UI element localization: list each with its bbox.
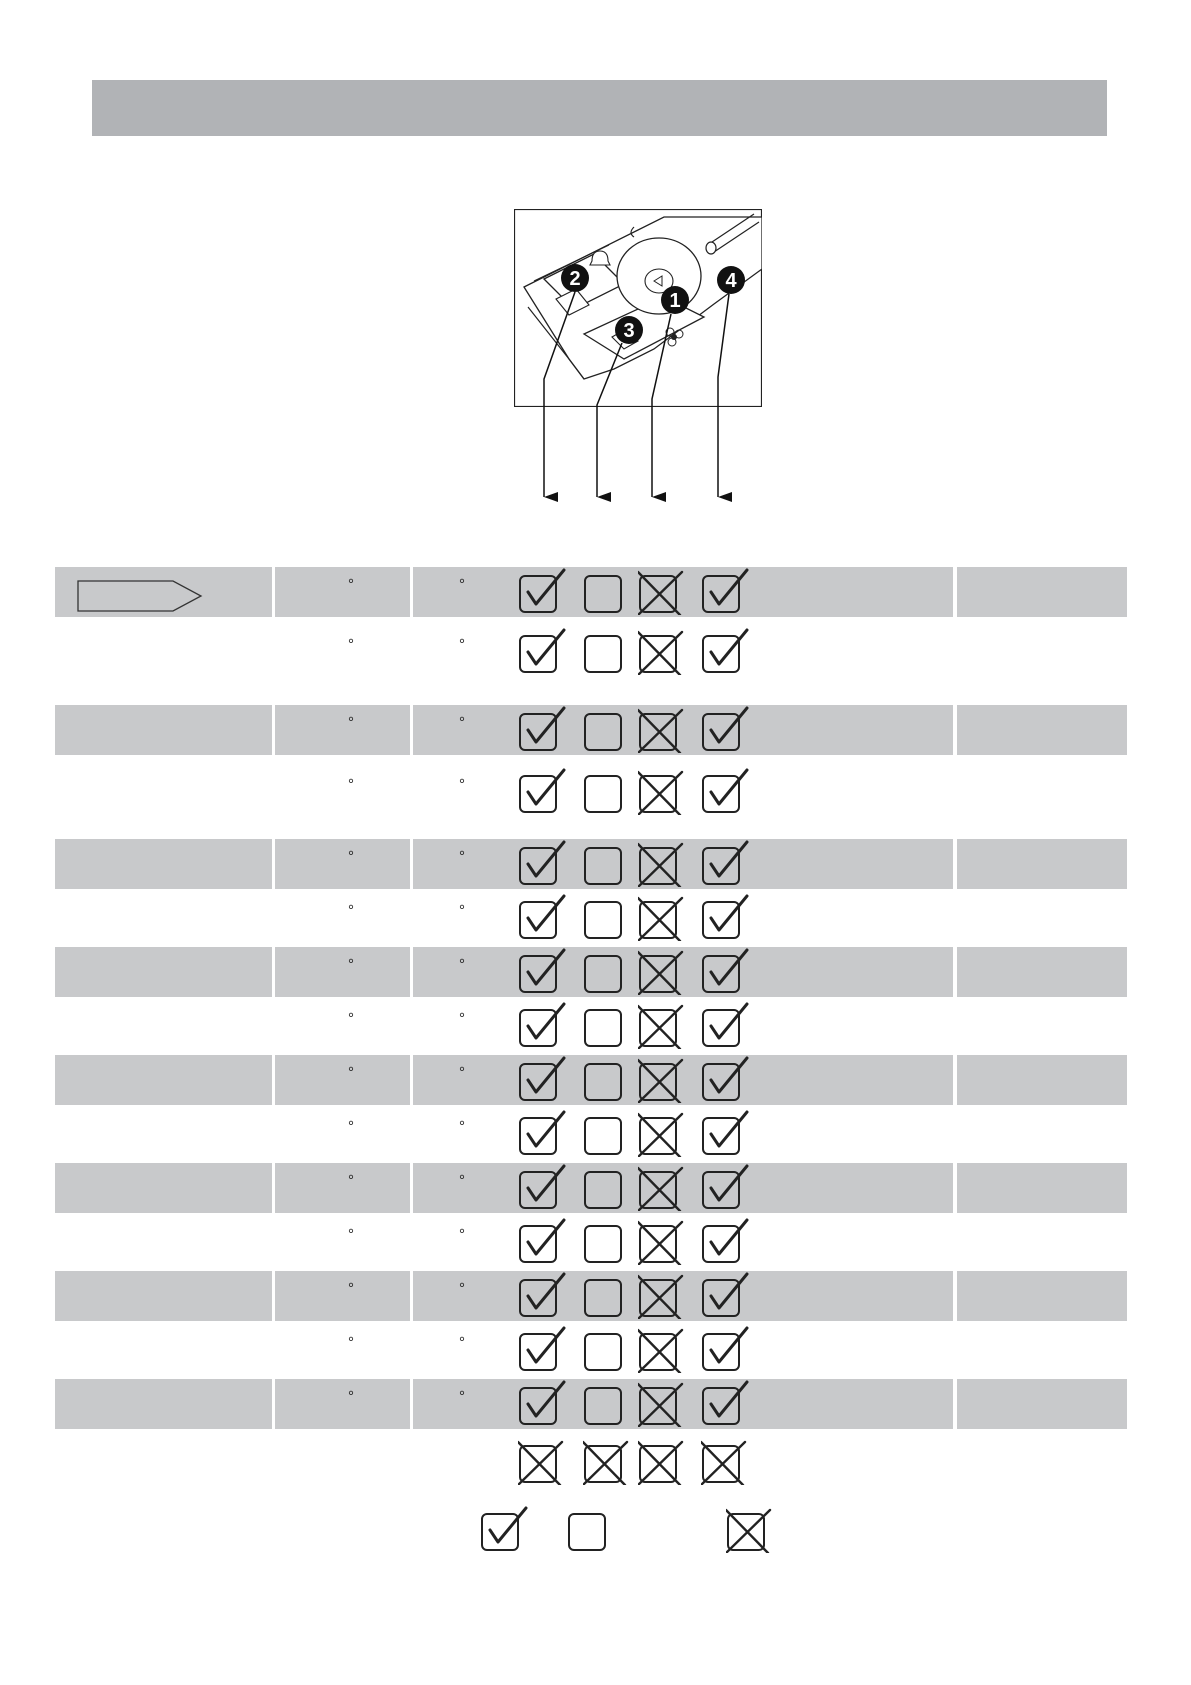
note-cell: [957, 1437, 1127, 1487]
mark-check-icon: [701, 1109, 749, 1157]
row-label-cell: [55, 1109, 272, 1159]
mark-check-icon: [701, 1001, 749, 1049]
note-cell: [957, 1001, 1127, 1051]
table-row: [55, 1379, 1127, 1429]
mark-check-icon: [701, 1163, 749, 1211]
mark-check-icon: [518, 567, 566, 615]
legend-empty-icon: [567, 1505, 615, 1553]
mark-empty-icon: [583, 1055, 631, 1103]
mark-check-icon: [518, 947, 566, 995]
row-label-cell: [55, 893, 272, 943]
mark-cross-icon: [638, 1163, 686, 1211]
mark-empty-icon: [583, 893, 631, 941]
temperature-2: °: [459, 1334, 465, 1351]
mark-check-icon: [518, 1163, 566, 1211]
note-cell: [957, 947, 1127, 997]
note-cell: [957, 567, 1127, 617]
mark-check-icon: [518, 1271, 566, 1319]
temperature-2: °: [459, 576, 465, 593]
svg-text:4: 4: [725, 270, 737, 292]
note-cell: [957, 627, 1127, 677]
temp-cell: [275, 1217, 410, 1267]
mark-empty-icon: [583, 1001, 631, 1049]
temp-cell: [275, 567, 410, 617]
mark-check-icon: [701, 1055, 749, 1103]
note-cell: [957, 1379, 1127, 1429]
svg-text:3: 3: [623, 320, 635, 342]
row-label-cell: [55, 1325, 272, 1375]
arrow-tab-icon: [77, 577, 203, 615]
temperature-2: °: [459, 1172, 465, 1189]
note-cell: [957, 1271, 1127, 1321]
mark-cross-icon: [638, 1001, 686, 1049]
mark-cross-icon: [638, 705, 686, 753]
table-row: [55, 767, 1127, 817]
row-label-cell: [55, 1163, 272, 1213]
mark-check-icon: [518, 627, 566, 675]
temperature-2: °: [459, 956, 465, 973]
temp-cell: [275, 1325, 410, 1375]
row-label-cell: [55, 1217, 272, 1267]
table-row: [55, 1437, 1127, 1487]
mark-cross-icon: [638, 1437, 686, 1485]
temperature-2: °: [459, 1388, 465, 1405]
mark-check-icon: [518, 893, 566, 941]
legend-cross-icon: [726, 1505, 774, 1553]
temperature-1: °: [348, 956, 354, 973]
temp-cell: [275, 839, 410, 889]
mark-cross-icon: [638, 1379, 686, 1427]
table-row: [55, 839, 1127, 889]
temperature-1: °: [348, 576, 354, 593]
mark-cross-icon: [638, 1055, 686, 1103]
note-cell: [957, 1163, 1127, 1213]
mark-check-icon: [701, 1217, 749, 1265]
temp-cell: [275, 767, 410, 817]
row-label-cell: [55, 567, 272, 617]
temperature-1: °: [348, 1388, 354, 1405]
mark-cross-icon: [638, 1271, 686, 1319]
mark-check-icon: [518, 1217, 566, 1265]
mark-cross-icon: [638, 1325, 686, 1373]
temperature-1: °: [348, 1118, 354, 1135]
row-label-cell: [55, 705, 272, 755]
mark-check-icon: [701, 1379, 749, 1427]
table-row: [55, 1271, 1127, 1321]
mark-cross-icon: [583, 1437, 631, 1485]
temp-cell: [275, 1163, 410, 1213]
table-row: [55, 1325, 1127, 1375]
temp-cell: [275, 1001, 410, 1051]
row-label-cell: [55, 767, 272, 817]
temperature-2: °: [459, 1280, 465, 1297]
note-cell: [957, 705, 1127, 755]
mark-empty-icon: [583, 627, 631, 675]
temperature-2: °: [459, 714, 465, 731]
mark-empty-icon: [583, 839, 631, 887]
temp-cell: [275, 1055, 410, 1105]
mark-empty-icon: [583, 1379, 631, 1427]
table-row: [55, 567, 1127, 617]
mark-empty-icon: [583, 1217, 631, 1265]
temperature-1: °: [348, 848, 354, 865]
mark-empty-icon: [583, 1325, 631, 1373]
mark-check-icon: [701, 767, 749, 815]
mark-check-icon: [518, 767, 566, 815]
leader-arrows: [514, 209, 762, 505]
note-cell: [957, 1055, 1127, 1105]
mark-check-icon: [701, 627, 749, 675]
temperature-1: °: [348, 636, 354, 653]
temperature-2: °: [459, 636, 465, 653]
legend-check-icon: [480, 1505, 528, 1553]
table-row: [55, 1217, 1127, 1267]
row-label-cell: [55, 1379, 272, 1429]
mark-check-icon: [518, 1325, 566, 1373]
temp-cell: [275, 893, 410, 943]
temperature-2: °: [459, 848, 465, 865]
mark-check-icon: [701, 705, 749, 753]
mark-cross-icon: [638, 839, 686, 887]
header-bar: [92, 80, 1107, 136]
mark-cross-icon: [638, 1109, 686, 1157]
temperature-2: °: [459, 1226, 465, 1243]
mark-cross-icon: [701, 1437, 749, 1485]
temperature-1: °: [348, 902, 354, 919]
mark-check-icon: [518, 705, 566, 753]
mark-empty-icon: [583, 705, 631, 753]
mark-cross-icon: [638, 1217, 686, 1265]
mark-empty-icon: [583, 767, 631, 815]
temperature-1: °: [348, 1226, 354, 1243]
temperature-1: °: [348, 1280, 354, 1297]
note-cell: [957, 893, 1127, 943]
mark-cross-icon: [638, 767, 686, 815]
mark-empty-icon: [583, 1163, 631, 1211]
mark-check-icon: [701, 893, 749, 941]
note-cell: [957, 767, 1127, 817]
table-row: [55, 1055, 1127, 1105]
mark-check-icon: [701, 567, 749, 615]
temperature-1: °: [348, 1172, 354, 1189]
row-label-cell: [55, 627, 272, 677]
mark-empty-icon: [583, 1109, 631, 1157]
note-cell: [957, 839, 1127, 889]
temperature-1: °: [348, 1334, 354, 1351]
temp-cell: [275, 627, 410, 677]
row-label-cell: [55, 1271, 272, 1321]
table-row: [55, 893, 1127, 943]
table-row: [55, 1163, 1127, 1213]
mark-check-icon: [518, 1379, 566, 1427]
temperature-2: °: [459, 1010, 465, 1027]
mark-empty-icon: [583, 1271, 631, 1319]
row-label-cell: [55, 839, 272, 889]
mark-cross-icon: [518, 1437, 566, 1485]
temperature-1: °: [348, 714, 354, 731]
temp-cell: [275, 1379, 410, 1429]
svg-text:2: 2: [569, 268, 581, 290]
mark-cross-icon: [638, 893, 686, 941]
temp-cell: [275, 1271, 410, 1321]
mark-check-icon: [518, 1109, 566, 1157]
temp-cell: [275, 1109, 410, 1159]
temperature-1: °: [348, 776, 354, 793]
temperature-1: °: [348, 1010, 354, 1027]
temp-cell: [275, 1437, 410, 1487]
table-row: [55, 1001, 1127, 1051]
table-row: [55, 1109, 1127, 1159]
temperature-1: °: [348, 1064, 354, 1081]
temperature-2: °: [459, 776, 465, 793]
mark-check-icon: [518, 1055, 566, 1103]
mark-check-icon: [518, 839, 566, 887]
temperature-2: °: [459, 902, 465, 919]
temp-cell: [275, 705, 410, 755]
note-cell: [957, 1325, 1127, 1375]
temperature-2: °: [459, 1118, 465, 1135]
row-label-cell: [55, 1055, 272, 1105]
temperature-2: °: [459, 1064, 465, 1081]
mark-check-icon: [701, 1271, 749, 1319]
note-cell: [957, 1217, 1127, 1267]
mark-check-icon: [701, 1325, 749, 1373]
mark-empty-icon: [583, 947, 631, 995]
svg-text:1: 1: [669, 290, 681, 312]
mark-cross-icon: [638, 567, 686, 615]
row-label-cell: [55, 1437, 272, 1487]
table-row: [55, 627, 1127, 677]
table-row: [55, 947, 1127, 997]
table-row: [55, 705, 1127, 755]
temp-cell: [275, 947, 410, 997]
mark-check-icon: [518, 1001, 566, 1049]
mark-cross-icon: [638, 947, 686, 995]
mark-cross-icon: [638, 627, 686, 675]
mark-check-icon: [701, 947, 749, 995]
mark-check-icon: [701, 839, 749, 887]
row-label-cell: [55, 947, 272, 997]
row-label-cell: [55, 1001, 272, 1051]
note-cell: [957, 1109, 1127, 1159]
mark-empty-icon: [583, 567, 631, 615]
